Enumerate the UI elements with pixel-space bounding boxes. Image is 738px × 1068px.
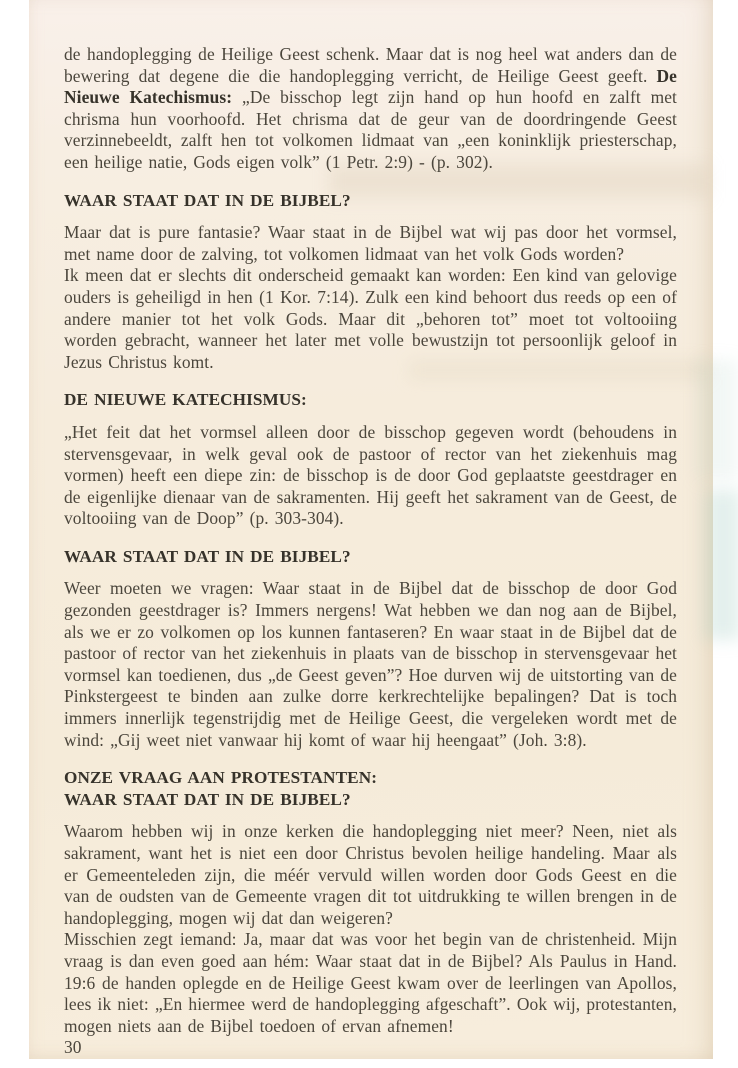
ink-bleed-tint-patch <box>697 360 737 480</box>
section-heading-katechismus: DE NIEUWE KATECHISMUS: <box>64 390 307 410</box>
scanned-book-page <box>29 0 713 1059</box>
paragraph-het-feit: „Het feit dat het vormsel alleen door de bisschop gegeven wordt (behoudens in stervensgevaar, in welk geval ook de pastoor of rector van het ziekenhuis mag vormen) heeft een diepe zin: de bisschop is de door God geplaatste geestdrager en de eigenlijke dienaar van de sakramenten. Hij geeft het sakrament van de Geest, de voltooiing van de Doop” (p. 303-304). <box>64 421 677 529</box>
ink-bleed-tint-patch <box>705 490 738 640</box>
section-heading-waar-staat-2: WAAR STAAT DAT IN DE BIJBEL? <box>64 546 351 566</box>
paragraph-misschien: Misschien zegt iemand: Ja, maar dat was voor het begin van de christenheid. Mijn vraag is dan even goed aan hém: Waar staat dat in de Bijbel? Als Paulus in Hand. 19:6 de handen oplegde en de Heilige Geest kwam over de leerlingen van Apollos, lees ik niet: „En hiermee werd de handoplegging afgeschaft”. Ook wij, protestanten, mogen niets aan de Bijbel toedoen of ervan afnemen! <box>64 929 677 1036</box>
section-heading-protestanten <box>64 767 677 810</box>
section-heading-waar-staat-1: WAAR STAAT DAT IN DE BIJBEL? <box>64 190 351 210</box>
body-text-column <box>64 44 677 1059</box>
page-number: 30 <box>64 1037 82 1058</box>
paragraph-fantasie: Maar dat is pure fantasie? Waar staat in de Bijbel wat wij pas door het vormsel, met name door de zalving, tot volkomen lidmaat van het volk Gods worden? <box>64 222 677 264</box>
paragraph-intro-run-1: de handoplegging de Heilige Geest schenk. Maar dat is nog heel wat anders dan de bewering dat degene die die handoplegging verricht, de Heilige Geest geeft. <box>64 44 677 86</box>
inline-bold-katechismus-label: De Nieuwe Katechismus: <box>64 65 677 108</box>
paragraph-ik-meen: Ik meen dat er slechts dit onderscheid gemaakt kan worden: Een kind van gelovige ouders is geheiligd in hen (1 Kor. 7:14). Zulk een kind behoort dus reeds op een of andere manier tot het volk Gods. Maar dit „behoren tot” moet tot voltooiing worden gebracht, wanneer het later met volle bewustzijn tot persoonlijk geloof in Jezus Christus komt. <box>64 265 677 372</box>
paragraph-weer-moeten: Weer moeten we vragen: Waar staat in de Bijbel dat de bisschop de door God gezonden geestdrager is? Immers nergens! Wat hebben we dan nog aan de Bijbel, als we er zo volkomen op los kunnen fantaseren? En waar staat in de Bijbel dat de pastoor of rector van het ziekenhuis in plaats van de bisschop in stervensgevaar het vormsel kan toedienen, dus „de Geest geven”? Hoe durven wij de uitstorting van de Pinkstergeest te binden aan zulke dorre kerkrechtelijke bepalingen? Dat is toch immers innerlijk tegenstrijdig met de Heilige Geest, die vergeleken wordt met de wind: „Gij weet niet vanwaar hij komt of waar hij heengaat” (Joh. 3:8). <box>64 578 677 750</box>
section-heading-protestanten-line1: ONZE VRAAG AAN PROTESTANTEN: <box>64 768 378 788</box>
paragraph-intro <box>64 44 677 174</box>
section-heading-protestanten-line2: WAAR STAAT DAT IN DE BIJBEL? <box>64 789 351 809</box>
paragraph-waarom: Waarom hebben wij in onze kerken die handoplegging niet meer? Neen, niet als sakrament, want het is niet een door Christus bevolen heilige handeling. Maar als er Gemeenteleden zijn, die méér vervuld willen worden door Gods Geest en die van de oudsten van de Gemeente vragen dit tot uitdrukking te willen brengen in de handoplegging, mogen wij dat dan weigeren? <box>64 821 677 928</box>
paragraph-intro-run-2: „De bisschop legt zijn hand op hun hoofd en zalft met chrisma hun voorhoofd. Het chrisma dat de geur van de doordringende Geest verzinnebeeldt, zalft hen tot volkomen lidmaat van „een koninklijk priesterschap, een heilige natie, Gods eigen volk” (1 Petr. 2:9) - (p. 302). <box>64 87 677 172</box>
